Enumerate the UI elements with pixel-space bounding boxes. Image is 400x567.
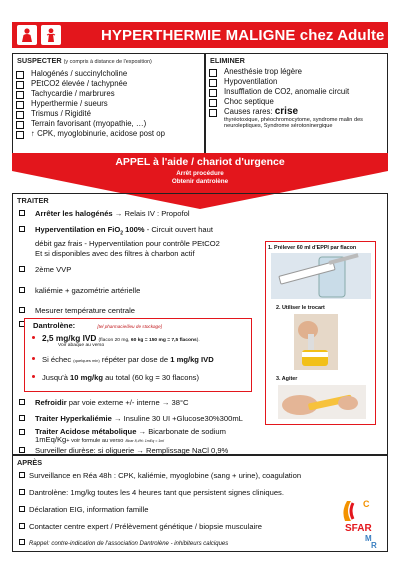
list-item: Refroidir par voie externe +/- interne → 38°C	[13, 398, 263, 408]
page-title: HYPERTHERMIE MALIGNE chez Adulte	[101, 26, 385, 44]
list-item: Causes rares: crise thyréotoxique, phéochromocytome, syndrome malin des neuroleptiques, Syndrome sérotoninergique	[206, 107, 387, 130]
page-header	[12, 22, 388, 48]
list-item: Arrêter les halogénés → Relais IV : Propofol	[13, 209, 190, 219]
list-item: 2ème VVP	[13, 265, 71, 275]
syringe-photo	[271, 253, 371, 299]
list-item: Dantrolène: 1mg/kg toutes les 4 heures tant que persistent signes cliniques.	[19, 488, 284, 498]
apres-heading: APRÈS	[17, 458, 43, 467]
dantrolene-dose-3: Jusqu'à 10 mg/kg au total (60 kg = 30 flacons)	[28, 373, 250, 382]
step-3-label: 3. Agiter	[276, 376, 298, 382]
caution-person-icon	[17, 25, 37, 45]
list-item: Choc septique	[206, 97, 387, 107]
svg-text:R: R	[371, 541, 377, 549]
list-item: Surveillance en Réa 48h : CPK, kaliémie, myoglobine (sang + urine), coagulation	[19, 471, 301, 481]
list-item: Traiter Acidose métabolique → Bicarbonate de sodium 1mEq/Kg+ voir formule au verso Bicar 8,4%: 1mEq = 1ml	[13, 428, 263, 445]
svg-text:M: M	[365, 534, 372, 543]
list-item: ↑ CPK, myoglobinurie, acidose post op	[13, 129, 204, 139]
list-item: PEtCO2 élevée / tachypnée	[13, 79, 204, 89]
step-2-label: 2. Utiliser le trocart	[276, 305, 325, 311]
eliminer-heading: ELIMINER	[210, 56, 245, 65]
dantrolene-dose-1: 2,5 mg/kg IVD (flacon 20 mg, 60 kg = 150 mg = 7,5 flacons). Voir abaque au verso	[28, 334, 250, 348]
list-item: kaliémie + gazométrie artérielle	[13, 286, 140, 296]
shake-photo	[278, 385, 366, 419]
list-item: Anesthésie trop légère	[206, 67, 387, 77]
list-item: Rappel: contre-indication de l'association Dantrolène - inhibiteurs calciques	[19, 539, 228, 550]
suspecter-list	[13, 69, 204, 139]
sfar-logo	[341, 497, 383, 549]
list-item: Terrain favorisant (myopathie, …)	[13, 119, 204, 129]
dantrolene-prep-panel	[265, 241, 376, 425]
apres-section	[12, 455, 388, 552]
list-item: Insufflation de CO2, anomalie circuit	[206, 87, 387, 97]
list-item: Trismus / Rigidité	[13, 109, 204, 119]
list-item: Mesurer température centrale	[13, 306, 135, 316]
list-item: Traiter Hyperkaliémie → Insuline 30 UI +Glucose30%300mL	[13, 414, 263, 424]
list-item: Tachycardie / marbrures	[13, 89, 204, 99]
list-item: Hypoventilation	[206, 77, 387, 87]
svg-text:SFAR: SFAR	[345, 523, 372, 534]
dantrolene-heading: Dantrolène: [tel pharmacie/lieu de stockage]	[33, 321, 162, 330]
svg-text:C: C	[363, 499, 370, 509]
suspecter-heading: SUSPECTER (y compris à distance de l'exposition)	[17, 56, 152, 65]
list-item: Halogénés / succinylcholine	[13, 69, 204, 79]
list-item: Contacter centre expert / Prélèvement génétique / biopsie musculaire	[19, 522, 262, 532]
person-icon	[41, 25, 61, 45]
dantrolene-box	[24, 318, 252, 392]
appel-title: APPEL à l'aide / chariot d'urgence	[115, 156, 285, 168]
list-item: Hyperventilation en FiO$_2$ 100% - Circuit ouvert haut débit gaz frais - Hyperventilation pour contrôle PEtCO2 Et si disponibles avec des filtres à charbon actif	[13, 225, 253, 258]
eliminer-section	[205, 53, 388, 154]
list-item: Hyperthermie / sueurs	[13, 99, 204, 109]
list-item: Surveiller diurèse: si oliguerie → Remplissage NaCl 0,9%	[13, 446, 273, 456]
step-1-label: 1. Prélever 60 ml d'EPPI par flacon	[268, 245, 357, 251]
dantrolene-dose-2: Si échec (quelques min) répéter par dose de 1 mg/kg IVD	[28, 355, 250, 365]
traiter-heading: TRAITER	[17, 196, 49, 205]
trocart-photo	[294, 314, 338, 370]
appel-steps: Arrêt procédure Obtenir dantrolène	[171, 170, 229, 185]
list-item: Déclaration EIG, information famille	[19, 505, 148, 515]
eliminer-list	[206, 67, 387, 130]
suspecter-section	[12, 53, 205, 154]
